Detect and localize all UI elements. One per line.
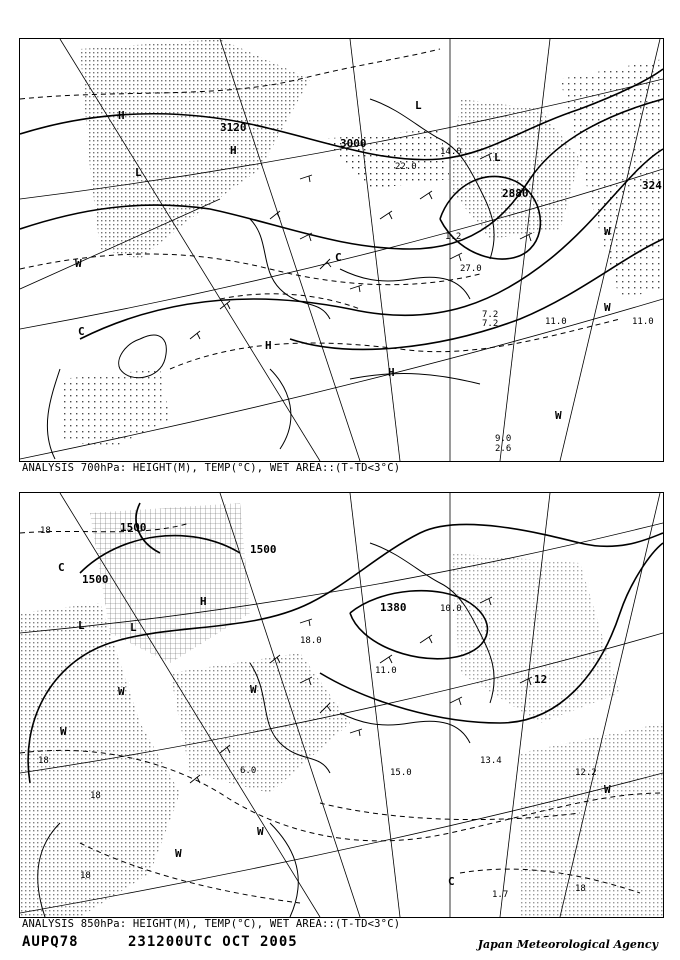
wet-area bbox=[520, 723, 663, 917]
pressure-center: W bbox=[555, 409, 562, 422]
station-value: 27.0 bbox=[460, 264, 482, 274]
station-value: 11.0 bbox=[545, 317, 567, 327]
pressure-center: L bbox=[494, 151, 501, 164]
pressure-center: C bbox=[448, 875, 455, 888]
pressure-center: W bbox=[257, 825, 264, 838]
valid-time: 231200UTC OCT 2005 bbox=[128, 934, 298, 950]
pressure-center: W bbox=[175, 847, 182, 860]
pressure-center: W bbox=[250, 683, 257, 696]
pressure-center: C bbox=[335, 251, 342, 264]
pressure-center: W bbox=[60, 725, 67, 738]
pressure-center: L bbox=[415, 99, 422, 112]
bulletin-code: AUPQ78 bbox=[22, 934, 79, 950]
pressure-center: H bbox=[230, 144, 237, 157]
pressure-center: W bbox=[604, 225, 611, 238]
pressure-center: H bbox=[388, 366, 395, 379]
station-value: 18.0 bbox=[300, 636, 322, 646]
station-value: 10.0 bbox=[440, 604, 462, 614]
station-value: 7.2 bbox=[482, 319, 499, 329]
pressure-center: W bbox=[118, 685, 125, 698]
station-value: 1.7 bbox=[492, 890, 509, 900]
station-value: 1.2 bbox=[445, 232, 462, 242]
pressure-center: C bbox=[58, 561, 65, 574]
station-value: 9.0 bbox=[495, 434, 512, 444]
chart-caption-850hpa: ANALYSIS 850hPa: HEIGHT(M), TEMP(°C), WET AREA::(T-TD<3°C) bbox=[22, 918, 401, 930]
contour-label: 2880 bbox=[502, 187, 529, 200]
map-850hpa bbox=[19, 492, 664, 918]
map-850hpa-canvas bbox=[20, 493, 663, 917]
station-value: 13.4 bbox=[480, 756, 502, 766]
contour-label: 1500 bbox=[250, 543, 277, 556]
contour-label: 1380 bbox=[380, 601, 407, 614]
map-700hpa-canvas bbox=[20, 39, 663, 461]
pressure-center: H bbox=[118, 109, 125, 122]
station-value: 15.0 bbox=[390, 768, 412, 778]
pressure-center: L bbox=[135, 166, 142, 179]
contour-label: 18 bbox=[575, 884, 586, 894]
contour-label: 18 bbox=[40, 526, 51, 536]
pressure-center: W bbox=[75, 257, 82, 270]
pressure-center: W bbox=[604, 301, 611, 314]
pressure-center: L bbox=[130, 621, 137, 634]
contour-label: 18 bbox=[80, 871, 91, 881]
pressure-center: W bbox=[604, 783, 611, 796]
agency-credit: Japan Meteorological Agency bbox=[477, 938, 658, 951]
pressure-center: L bbox=[78, 619, 85, 632]
wet-area bbox=[450, 553, 620, 723]
contour-label: 324 bbox=[642, 179, 662, 192]
map-700hpa bbox=[19, 38, 664, 462]
contour-label: 18 bbox=[90, 791, 101, 801]
chart-caption-700hpa: ANALYSIS 700hPa: HEIGHT(M), TEMP(°C), WET AREA::(T-TD<3°C) bbox=[22, 462, 401, 474]
pressure-center: H bbox=[265, 339, 272, 352]
station-value: 6.0 bbox=[240, 766, 257, 776]
station-value: 22.0 bbox=[395, 162, 417, 172]
station-value: 11.0 bbox=[375, 666, 397, 676]
contour-label: 3000 bbox=[340, 137, 367, 150]
contour-label: 3120 bbox=[220, 121, 247, 134]
wet-area bbox=[60, 369, 170, 449]
contour-label: 12 bbox=[534, 673, 548, 686]
pressure-center: C bbox=[78, 325, 85, 338]
pressure-center: H bbox=[200, 595, 207, 608]
station-value: 11.0 bbox=[632, 317, 654, 327]
wet-area bbox=[90, 503, 250, 663]
station-value: 7.2 bbox=[482, 310, 499, 320]
contour-label: 1500 bbox=[120, 521, 147, 534]
station-value: 12.2 bbox=[575, 768, 597, 778]
contour-label: 18 bbox=[38, 756, 49, 766]
station-value: 14.0 bbox=[440, 147, 462, 157]
station-value: 2.6 bbox=[495, 444, 512, 454]
contour-label: 1500 bbox=[82, 573, 109, 586]
